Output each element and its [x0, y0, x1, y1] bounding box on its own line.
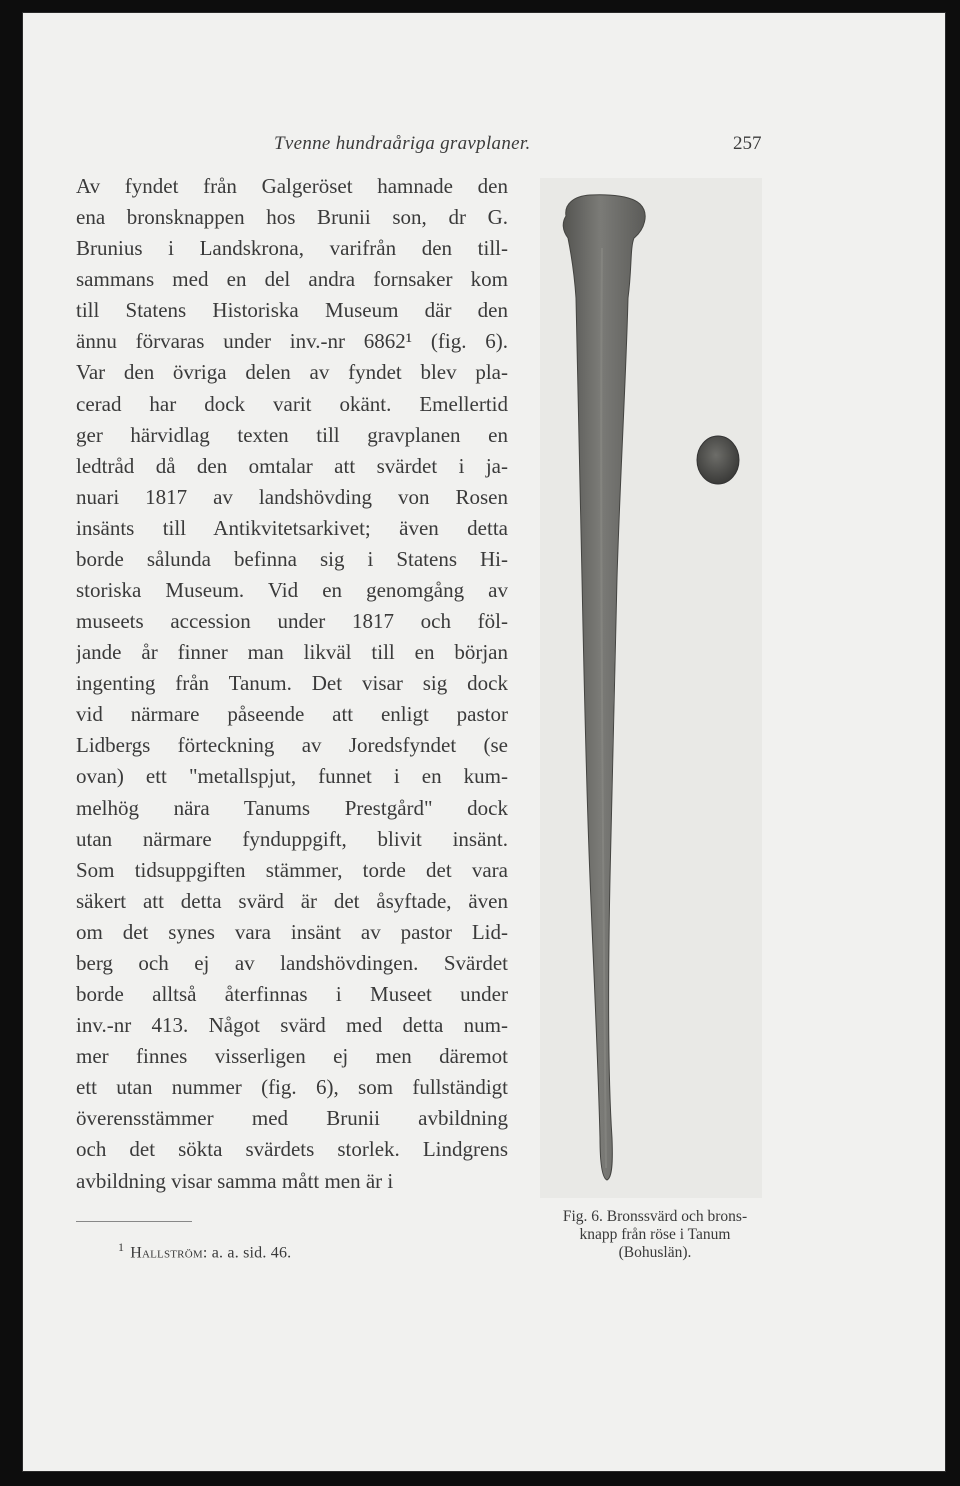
- text-line: inv.-nr 413. Något svärd med detta num-: [76, 1013, 508, 1038]
- running-title: Tvenne hundraåriga gravplaner.: [274, 133, 531, 154]
- text-line: ett utan nummer (fig. 6), som fullständigt: [76, 1075, 508, 1100]
- sword-and-button-photo: [540, 178, 762, 1198]
- text-line: berg och ej av landshövdingen. Svärdet: [76, 950, 508, 975]
- text-line: Brunius i Landskrona, varifrån den till-: [76, 236, 508, 261]
- text-line: mer finnes visserligen ej men däremot: [76, 1044, 508, 1069]
- caption-line: knapp från röse i Tanum: [579, 1226, 731, 1243]
- text-line: borde alltså återfinnas i Museet under: [76, 982, 508, 1007]
- text-line: överensstämmer med Brunii avbildning: [76, 1106, 508, 1131]
- text-line: vid närmare påseende att enligt pastor: [76, 702, 508, 727]
- text-line: nuari 1817 av landshövding von Rosen: [76, 484, 508, 509]
- text-line: ledtråd då den omtalar att svärdet i ja-: [76, 453, 508, 478]
- text-line: cerad har dock varit okänt. Emellertid: [76, 391, 508, 416]
- caption-line: (Bohuslän).: [618, 1244, 692, 1261]
- text-line: borde sålunda befinna sig i Statens Hi-: [76, 546, 508, 571]
- caption-line: Fig. 6. Bronssvärd och brons-: [562, 1208, 748, 1225]
- text-line: storiska Museum. Vid en genomgång av: [76, 578, 508, 603]
- text-line: sammans med en del andra fornsaker kom: [76, 267, 508, 292]
- text-line: till Statens Historiska Museum där den: [76, 298, 508, 323]
- text-line: om det synes vara insänt av pastor Lid-: [76, 919, 508, 944]
- text-line: ovan) ett "metallspjut, funnet i en kum-: [76, 764, 508, 789]
- text-line: insänts till Antikvitetsarkivet; även detta: [76, 515, 508, 540]
- footnote-marker: 1: [118, 1240, 125, 1254]
- footnote-author: Hallström: [130, 1244, 203, 1262]
- text-line: Lidbergs förteckning av Joredsfyndet (se: [76, 733, 508, 758]
- bronze-button: [697, 436, 739, 484]
- text-line: Som tidsuppgiften stämmer, torde det vara: [76, 857, 508, 882]
- text-line: och det sökta svärdets storlek. Lindgrens: [76, 1137, 508, 1162]
- footnote-rule: [76, 1221, 192, 1222]
- footnote: [118, 1240, 291, 1262]
- text-line: Av fyndet från Galgeröset hamnade den: [76, 174, 508, 198]
- photo-background: [540, 178, 762, 1198]
- text-line: ingenting från Tanum. Det visar sig dock: [76, 671, 508, 696]
- footnote-reference: : a. a. sid. 46.: [202, 1244, 292, 1262]
- text-line: avbildning visar samma mått men är i: [76, 1168, 394, 1193]
- text-line: ännu förvaras under inv.-nr 6862¹ (fig. 6).: [76, 329, 508, 354]
- body-text: [76, 171, 508, 1197]
- text-line: Var den övriga delen av fyndet blev pla-: [76, 360, 508, 385]
- text-line: ger härvidlag texten till gravplanen en: [76, 422, 508, 447]
- text-line: melhög nära Tanums Prestgård" dock: [76, 795, 508, 820]
- page-number: 257: [733, 133, 762, 154]
- figure-caption: [524, 1208, 786, 1262]
- text-line: ena bronsknappen hos Brunii son, dr G.: [76, 205, 508, 230]
- text-line: säkert att detta svärd är det åsyftade, även: [76, 888, 508, 913]
- text-line: museets accession under 1817 och föl-: [76, 609, 508, 634]
- text-line: utan närmare fynduppgift, blivit insänt.: [76, 826, 508, 851]
- text-line: jande år finner man likväl till en början: [76, 640, 508, 665]
